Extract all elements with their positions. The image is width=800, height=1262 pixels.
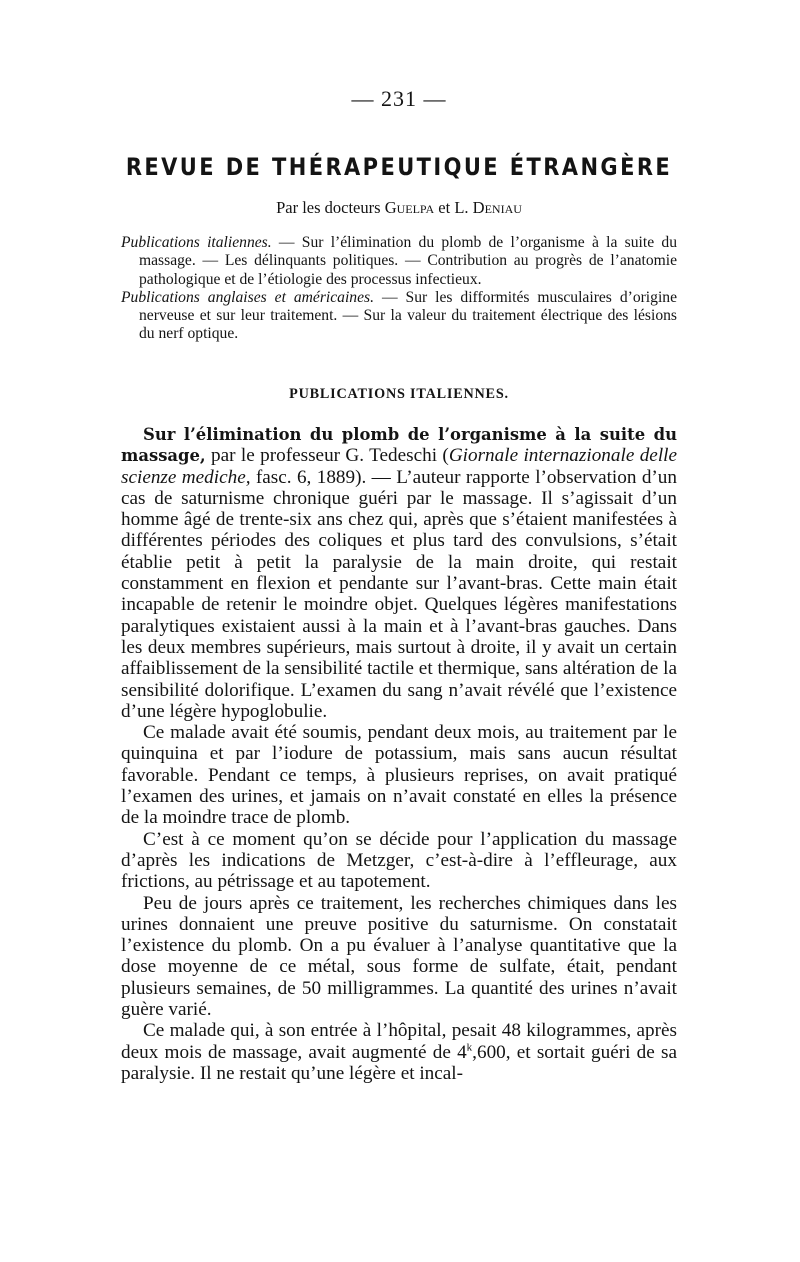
summary-label-english: Publications anglaises et américaines. [121, 288, 374, 306]
summary-item-italian [121, 234, 677, 289]
paragraph-1-text-b: fasc. 6, 1889). — L’auteur rapporte l’observation d’un cas de saturnisme chronique guéri par le massage. Il s’agissait d’un homme âgé de trente-six ans chez qui, après que s’étaient manifestées à différentes périodes des coliques et plus tard des convulsions, s’était établie petit à petit la paralysie de la main droite, qui restait constamment en flexion et pendante sur l’avant-bras. Cette main était incapable de retenir le moindre objet. Quelques légères manifestations paralytiques existaient aussi à la main et à l’avant-bras gauches. Dans les deux membres supérieurs, mais surtout à droite, il y avait un certain affaiblissement de la sensibilité tactile et thermique, sans altération de la sensibilité dolorifique. L’examen du sang n’avait révélé que l’existence d’une légère hypoglobulie. [121, 466, 677, 722]
authors-prefix: Par les docteurs [276, 198, 381, 217]
page-number: — 231 — [351, 86, 447, 111]
summary-text-italian: — Sur l’élimination du plomb de l’organisme à la suite du massage. — Les délinquants politiques. — Contribution au progrès de l’anatomie pathologique et de l’étiologie des processus infectieux. [139, 234, 677, 288]
paragraph-1 [121, 424, 677, 722]
kilogram-superscript: k [466, 1041, 473, 1054]
paragraph-4: Peu de jours après ce traitement, les recherches chimiques dans les urines donnaient une preuve positive du saturnisme. On constatait l’existence du plomb. On a pu évaluer à l’analyse quantitative que la dose moyenne de ce métal, sous forme de sulfate, était, pendant plusieurs semaines, de 50 milligrammes. La quantité des urines n’avait guère varié. [121, 892, 677, 1021]
journal-citation: Giornale internazionale delle scienze mediche, [121, 445, 677, 488]
author-guelpa: Guelpa [384, 198, 435, 217]
paragraph-3: C’est à ce moment qu’on se décide pour l’application du massage d’après les indications de Metzger, c’est-à-dire à l’effleurage, aux frictions, au pétrissage et au tapotement. [121, 828, 677, 893]
paragraph-5-text-a: Ce malade qui, à son entrée à l’hôpital, pesait 48 kilogrammes, après deux mois de massage, avait augmenté de 4 [121, 1020, 677, 1063]
authors-conjunction: et [438, 198, 451, 217]
paragraph-5-text-b: ,600, et sortait guéri de sa paralysie. Il ne restait qu’une légère et incal- [121, 1041, 677, 1084]
article-body [121, 424, 677, 1084]
authors-line [121, 198, 677, 218]
summary-block [121, 234, 677, 344]
paragraph-2: Ce malade avait été soumis, pendant deux mois, au traitement par le quinquina et par l’iodure de potassium, mais sans aucun résultat favorable. Pendant ce temps, à plusieurs reprises, on avait pratiqué l’examen des urines, et jamais on n’avait constaté en elles la présence de la moindre trace de plomb. [121, 722, 677, 829]
paragraph-5 [121, 1020, 677, 1084]
summary-item-english [121, 289, 677, 344]
paragraph-1-text-a: par le professeur G. Tedeschi ( [205, 445, 449, 467]
summary-label-italian: Publications italiennes. [121, 234, 272, 251]
article-title: REVUE DE THÉRAPEUTIQUE ÉTRANGÈRE [125, 153, 673, 181]
summary-text-english: — Sur les difformités musculaires d’origine nerveuse et sur leur traitement. — Sur la valeur du traitement électrique des lésions du nerf optique. [139, 288, 677, 343]
author-deniau: L. Deniau [454, 198, 522, 217]
article-lead-title: Sur l’élimination du plomb de l’organisme à la suite du massage, [121, 425, 677, 466]
section-heading: PUBLICATIONS ITALIENNES. [289, 386, 509, 402]
